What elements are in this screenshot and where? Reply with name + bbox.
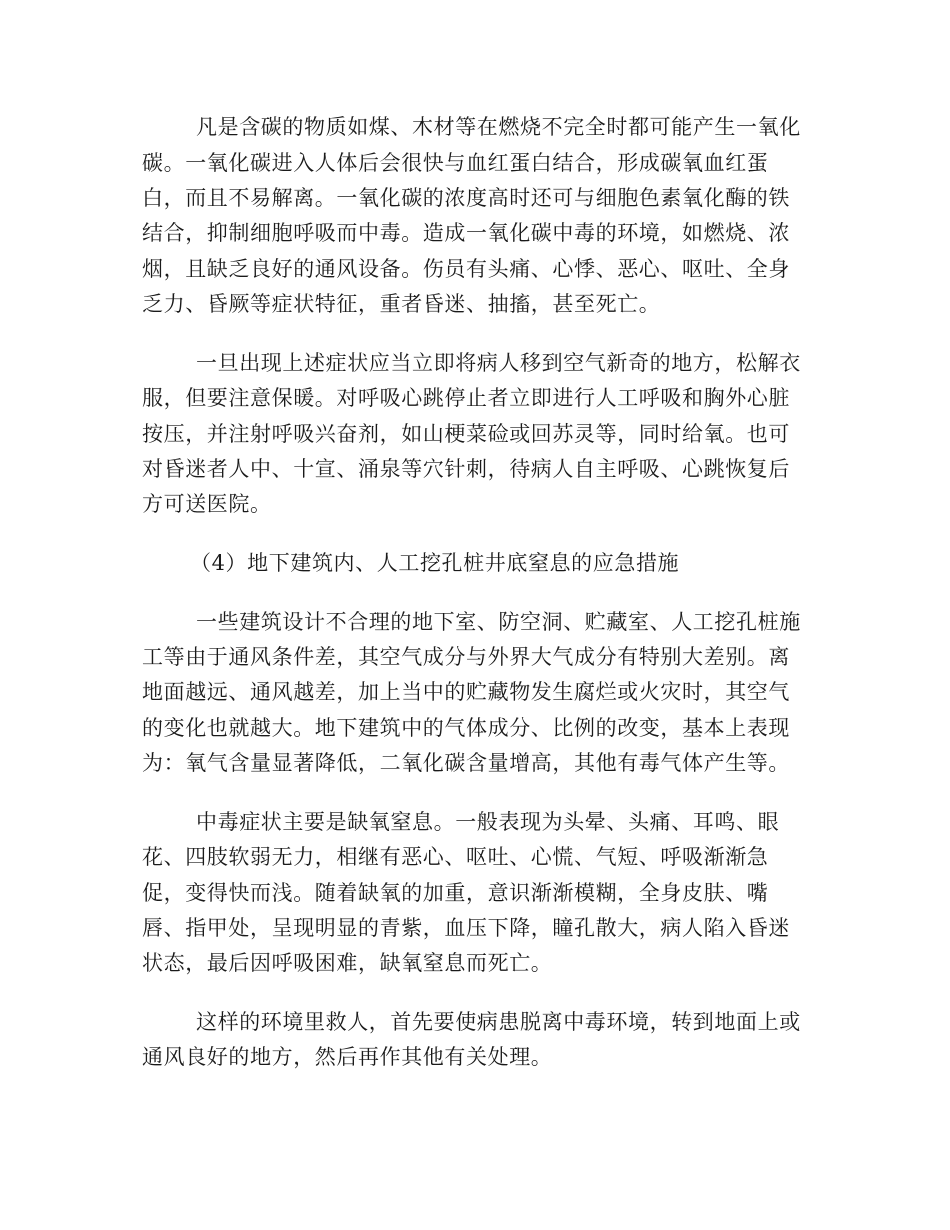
paragraph-4-line-4: 唇、指甲处，呈现明显的青紫，血压下降，瞳孔散大，病人陷入昏迷 (142, 916, 790, 940)
section-heading: （4）地下建筑内、人工挖孔桩井底窒息的应急措施 (190, 551, 680, 575)
paragraph-2-line-3: 按压，并注射呼吸兴奋剂，如山梗菜硷或回苏灵等，同时给氧。也可 (142, 422, 790, 446)
paragraph-1-line-4: 结合，抑制细胞呼吸而中毒。造成一氧化碳中毒的环境，如燃烧、浓 (142, 221, 790, 245)
paragraph-4-line-1: 中毒症状主要是缺氧窒息。一般表现为头晕、头痛、耳鸣、眼 (196, 810, 780, 834)
paragraph-1-line-1: 凡是含碳的物质如煤、木材等在燃烧不完全时都可能产生一氧化 (196, 115, 801, 139)
paragraph-2-line-5: 方可送医院。 (142, 492, 272, 516)
paragraph-3-line-4: 的变化也就越大。地下建筑中的气体成分、比例的改变，基本上表现 (142, 716, 790, 740)
paragraph-4-line-3: 促，变得快而浅。随着缺氧的加重，意识渐渐模糊，全身皮肤、嘴 (142, 881, 769, 905)
paragraph-1-line-2: 碳。一氧化碳进入人体后会很快与血红蛋白结合，形成碳氧血红蛋 (142, 151, 769, 175)
paragraph-2-line-4: 对昏迷者人中、十宣、涌泉等穴针刺，待病人自主呼吸、心跳恢复后 (142, 457, 790, 481)
paragraph-5-line-2: 通风良好的地方，然后再作其他有关处理。 (142, 1045, 553, 1069)
paragraph-5-line-1: 这样的环境里救人，首先要使病患脱离中毒环境，转到地面上或 (196, 1010, 801, 1034)
paragraph-3-line-1: 一些建筑设计不合理的地下室、防空洞、贮藏室、人工挖孔桩施 (196, 610, 801, 634)
paragraph-4-line-2: 花、四肢软弱无力，相继有恶心、呕吐、心慌、气短、呼吸渐渐急 (142, 845, 769, 869)
paragraph-2-line-2: 服，但要注意保暖。对呼吸心跳停止者立即进行人工呼吸和胸外心脏 (142, 386, 790, 410)
paragraph-4-line-5: 状态，最后因呼吸困难，缺氧窒息而死亡。 (142, 951, 553, 975)
paragraph-3-line-3: 地面越远、通风越差，加上当中的贮藏物发生腐烂或火灾时，其空气 (142, 680, 790, 704)
paragraph-3-line-2: 工等由于通风条件差，其空气成分与外界大气成分有特别大差别。离 (142, 645, 790, 669)
paragraph-2-line-1: 一旦出现上述症状应当立即将病人移到空气新奇的地方，松解衣 (196, 351, 801, 375)
paragraph-1-line-5: 烟，且缺乏良好的通风设备。伤员有头痛、心悸、恶心、呕吐、全身 (142, 257, 790, 281)
paragraph-1-line-6: 乏力、昏厥等症状特征，重者昏迷、抽搐，甚至死亡。 (142, 292, 661, 316)
paragraph-3-line-5: 为：氧气含量显著降低，二氧化碳含量增高，其他有毒气体产生等。 (142, 751, 790, 775)
paragraph-1-line-3: 白，而且不易解离。一氧化碳的浓度高时还可与细胞色素氧化酶的铁 (142, 186, 790, 210)
